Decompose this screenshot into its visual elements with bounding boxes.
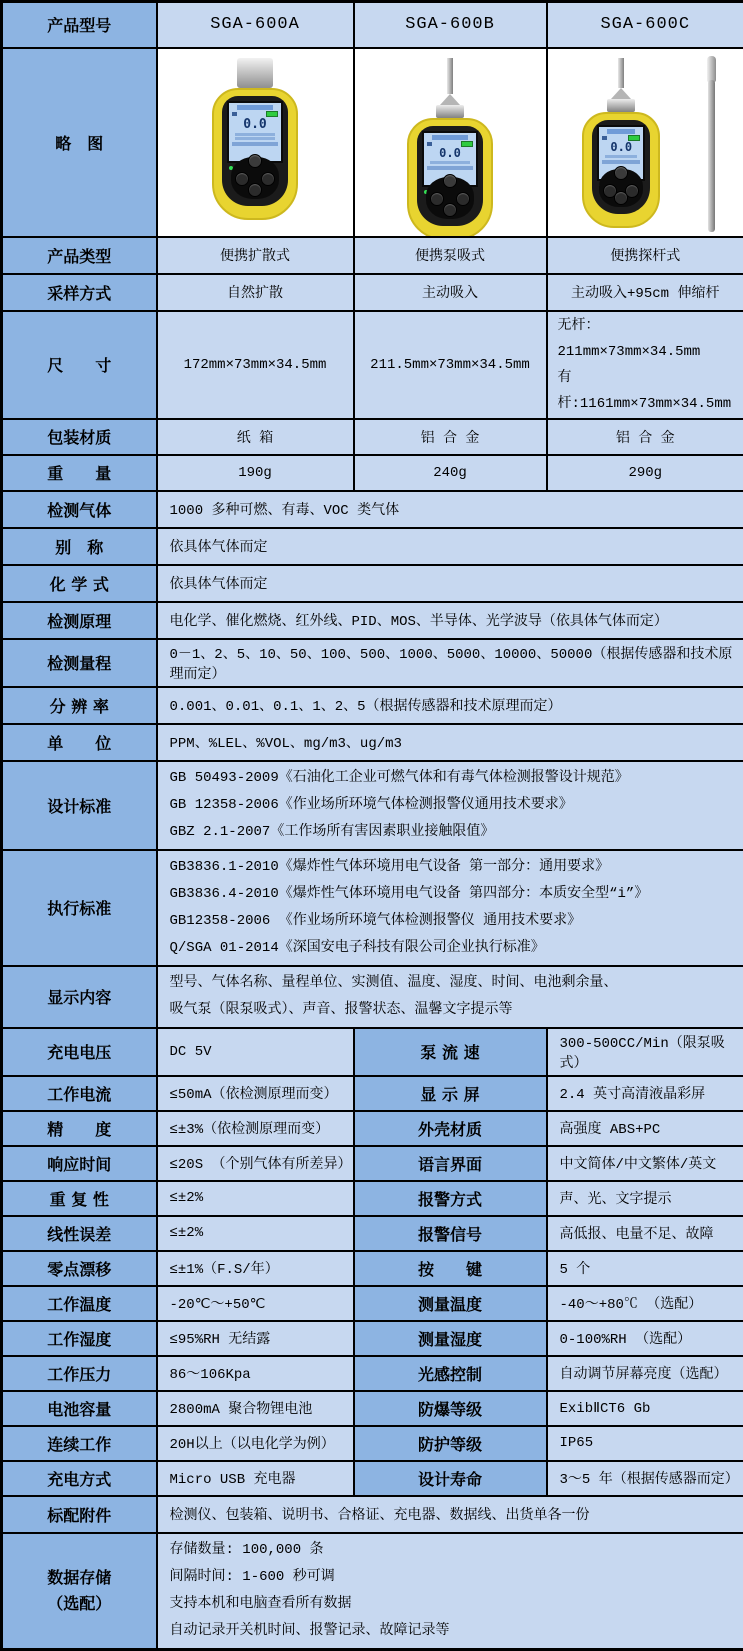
- row-data-storage: [2, 1533, 743, 1650]
- standard-line: GB12358-2006 《作业场所环境气体检测报警仪 通用技术要求》: [170, 908, 736, 935]
- device-body: [407, 118, 493, 237]
- row-label-line: 数据存储: [5, 1565, 154, 1591]
- row-sampling-method: [2, 274, 743, 311]
- row-label: 尺 寸: [2, 311, 157, 419]
- row-detect-gas: [2, 491, 743, 528]
- row-pair-repeatability: [2, 1181, 743, 1216]
- gas-reading: 0.0: [229, 117, 281, 132]
- cell-value: DC 5V: [157, 1028, 354, 1076]
- row-label: 检测量程: [2, 639, 157, 687]
- battery-icon: [266, 111, 278, 117]
- cell-value: ExibⅡCT6 Gb: [547, 1391, 743, 1426]
- cell-value: 便携扩散式: [157, 237, 354, 274]
- row-label: 按 键: [354, 1251, 547, 1286]
- gas-detector-device: [212, 58, 298, 220]
- row-label: 包装材质: [2, 419, 157, 455]
- row-label: 重 复 性: [2, 1181, 157, 1216]
- gas-reading: 0.0: [599, 141, 643, 154]
- row-units: [2, 724, 743, 761]
- lcd-title-bar: [607, 129, 635, 134]
- cell-value: 3～5 年（根据传感器而定）: [547, 1461, 743, 1496]
- cell-value: 1000 多种可燃、有毒、VOC 类气体: [157, 491, 743, 528]
- pump-probe-rod: [447, 58, 453, 94]
- menu-button: [443, 174, 457, 188]
- cell-value: 0-100%RH （选配）: [547, 1321, 743, 1356]
- storage-line: 存储数量: 100,000 条: [170, 1537, 736, 1564]
- battery-icon: [461, 141, 473, 147]
- standard-line: Q/SGA 01-2014《深国安电子科技有限公司企业执行标准》: [170, 935, 736, 962]
- row-label: 执行标准: [2, 850, 157, 966]
- row-label-line: （选配）: [5, 1591, 154, 1617]
- cell-value: 检测仪、包装箱、说明书、合格证、充电器、数据线、出货单各一份: [157, 1496, 743, 1533]
- lcd-info-row: [430, 161, 470, 164]
- cell-value: ≤±2%: [157, 1181, 354, 1216]
- standard-line: GB 50493-2009《石油化工企业可燃气体和有毒气体检测报警设计规范》: [170, 765, 736, 792]
- row-pair-linearity-error: [2, 1216, 743, 1251]
- storage-line: 间隔时间: 1-600 秒可调: [170, 1564, 736, 1591]
- row-label: 标配附件: [2, 1496, 157, 1533]
- row-label: 检测气体: [2, 491, 157, 528]
- standard-line: GBZ 2.1-2007《工作场所有害因素职业接触限值》: [170, 819, 736, 846]
- keypad: [426, 177, 474, 219]
- standard-line: GB3836.1-2010《爆炸性气体环境用电气设备 第一部分：通用要求》: [170, 854, 736, 881]
- cell-value: 电化学、催化燃烧、红外线、PID、MOS、半导体、光学波导（依具体气体而定）: [157, 602, 743, 639]
- pump-probe-collar: [607, 99, 635, 112]
- row-pair-working-pressure: [2, 1356, 743, 1391]
- cell-value: [547, 311, 743, 419]
- row-label: 分 辨 率: [2, 687, 157, 724]
- gas-detector-device: [407, 58, 493, 237]
- row-label: 设计寿命: [354, 1461, 547, 1496]
- lcd-time-bar: [232, 142, 278, 146]
- row-display-content: [2, 966, 743, 1028]
- cell-value: ≤±2%: [157, 1216, 354, 1251]
- model-name-sga-600a: SGA-600A: [157, 2, 354, 48]
- cell-value: -20℃～+50℃: [157, 1286, 354, 1321]
- row-pair-accuracy: [2, 1111, 743, 1146]
- cell-value: ≤95%RH 无结露: [157, 1321, 354, 1356]
- row-label: 线性误差: [2, 1216, 157, 1251]
- lcd-info-row: [605, 155, 637, 158]
- row-weight: [2, 455, 743, 491]
- right-button: [261, 172, 275, 186]
- row-pair-charge-voltage: [2, 1028, 743, 1076]
- device-body: [582, 112, 660, 228]
- cell-value: 240g: [354, 455, 547, 491]
- row-detect-principle: [2, 602, 743, 639]
- row-label: 产品类型: [2, 237, 157, 274]
- menu-button: [248, 154, 262, 168]
- row-dimensions: [2, 311, 743, 419]
- row-pair-working-temp: [2, 1286, 743, 1321]
- front-panel: [417, 126, 483, 226]
- row-label: 工作压力: [2, 1356, 157, 1391]
- left-button: [235, 172, 249, 186]
- standard-line: GB 12358-2006《作业场所环境气体检测报警仪通用技术要求》: [170, 792, 736, 819]
- row-label: 工作湿度: [2, 1321, 157, 1356]
- photo-cell-sga-600a: [157, 48, 354, 237]
- enter-button: [614, 191, 628, 205]
- cell-value: 2.4 英寸高清液晶彩屏: [547, 1076, 743, 1111]
- cell-value: 211.5mm×73mm×34.5mm: [354, 311, 547, 419]
- row-pair-working-current: [2, 1076, 743, 1111]
- model-name-sga-600b: SGA-600B: [354, 2, 547, 48]
- left-button: [430, 192, 444, 206]
- sensor-cap: [237, 58, 273, 88]
- row-chemical-formula: [2, 565, 743, 602]
- lcd-time-bar: [427, 166, 473, 170]
- cell-value: Micro USB 充电器: [157, 1461, 354, 1496]
- telescopic-rod: [708, 80, 715, 232]
- cell-value: 高强度 ABS+PC: [547, 1111, 743, 1146]
- row-label: 采样方式: [2, 274, 157, 311]
- row-label: 显示内容: [2, 966, 157, 1028]
- enter-button: [443, 203, 457, 217]
- row-label: 光感控制: [354, 1356, 547, 1391]
- cell-value: 自然扩散: [157, 274, 354, 311]
- display-line: 型号、气体名称、量程单位、实测值、温度、湿度、时间、电池剩余量、: [170, 970, 736, 997]
- photo-cell-sga-600c: [547, 48, 743, 237]
- speaker-icon: [232, 112, 237, 116]
- cell-value: [157, 850, 743, 966]
- row-label: 电池容量: [2, 1391, 157, 1426]
- row-label-product-model: 产品型号: [2, 2, 157, 48]
- cell-value: 声、光、文字提示: [547, 1181, 743, 1216]
- cell-value: IP65: [547, 1426, 743, 1461]
- enter-button: [248, 183, 262, 197]
- cell-value: [157, 966, 743, 1028]
- row-label: 测量温度: [354, 1286, 547, 1321]
- row-label: 设计标准: [2, 761, 157, 850]
- row-alias: [2, 528, 743, 565]
- row-label: 单 位: [2, 724, 157, 761]
- product-photo-sga-600c: [548, 50, 743, 235]
- row-packaging: [2, 419, 743, 455]
- cell-value: 20H以上（以电化学为例）: [157, 1426, 354, 1461]
- cell-value: ≤50mA（依检测原理而变）: [157, 1076, 354, 1111]
- row-label: 显 示 屏: [354, 1076, 547, 1111]
- row-label: 报警信号: [354, 1216, 547, 1251]
- lcd-title-bar: [432, 135, 468, 140]
- cell-value: 5 个: [547, 1251, 743, 1286]
- cell-value: 高低报、电量不足、故障: [547, 1216, 743, 1251]
- product-photo-sga-600a: [158, 50, 353, 235]
- cell-value: 290g: [547, 455, 743, 491]
- cell-value: 依具体气体而定: [157, 528, 743, 565]
- row-pair-charging-method: [2, 1461, 743, 1496]
- display-line: 吸气泵（限泵吸式）、声音、报警状态、温馨文字提示等: [170, 997, 736, 1024]
- model-name-sga-600c: SGA-600C: [547, 2, 743, 48]
- dimension-line: 有杆:1161mm×73mm×34.5mm: [558, 365, 743, 417]
- cell-value: PPM、%LEL、%VOL、mg/m3、ug/m3: [157, 724, 743, 761]
- keypad: [599, 169, 643, 207]
- cell-value: 依具体气体而定: [157, 565, 743, 602]
- cell-value: 主动吸入+95cm 伸缩杆: [547, 274, 743, 311]
- row-label: 连续工作: [2, 1426, 157, 1461]
- lcd-info-row: [235, 137, 275, 140]
- cell-value: 纸 箱: [157, 419, 354, 455]
- cell-value: 86～106Kpa: [157, 1356, 354, 1391]
- cell-value: [157, 1533, 743, 1650]
- cell-value: [157, 761, 743, 850]
- row-label: [2, 1533, 157, 1650]
- cell-value: 主动吸入: [354, 274, 547, 311]
- cell-value: -40～+80℃ （选配）: [547, 1286, 743, 1321]
- row-label: 语言界面: [354, 1146, 547, 1181]
- row-detect-range: [2, 639, 743, 687]
- pump-probe-collar: [436, 105, 464, 118]
- row-pair-continuous-work: [2, 1426, 743, 1461]
- row-standard-accessories: [2, 1496, 743, 1533]
- row-pair-response-time: [2, 1146, 743, 1181]
- product-photo-sga-600b: [355, 50, 546, 235]
- cell-value: 190g: [157, 455, 354, 491]
- row-label: 充电方式: [2, 1461, 157, 1496]
- row-pair-battery: [2, 1391, 743, 1426]
- row-label: 防爆等级: [354, 1391, 547, 1426]
- row-label: 泵 流 速: [354, 1028, 547, 1076]
- row-label: 报警方式: [354, 1181, 547, 1216]
- photo-cell-sga-600b: [354, 48, 547, 237]
- pump-probe-cone: [440, 94, 460, 105]
- row-pair-zero-drift: [2, 1251, 743, 1286]
- row-label: 外壳材质: [354, 1111, 547, 1146]
- front-panel: [222, 96, 288, 206]
- cell-value: 0－1、2、5、10、50、100、500、1000、5000、10000、50000（根据传感器和技术原理而定）: [157, 639, 743, 687]
- cell-value: 0.001、0.01、0.1、1、2、5（根据传感器和技术原理而定）: [157, 687, 743, 724]
- row-label: 响应时间: [2, 1146, 157, 1181]
- telescopic-rod-tip: [707, 56, 716, 82]
- keypad: [231, 157, 279, 199]
- storage-line: 自动记录开关机时间、报警记录、故障记录等: [170, 1618, 736, 1645]
- cell-value: ≤±1%（F.S/年）: [157, 1251, 354, 1286]
- cell-value: 铝 合 金: [547, 419, 743, 455]
- row-label: 别 称: [2, 528, 157, 565]
- standard-line: GB3836.4-2010《爆炸性气体环境用电气设备 第四部分：本质安全型“i”》: [170, 881, 736, 908]
- pump-probe-rod: [618, 58, 624, 88]
- row-label: 充电电压: [2, 1028, 157, 1076]
- row-label: 工作温度: [2, 1286, 157, 1321]
- cell-value: 便携探杆式: [547, 237, 743, 274]
- cell-value: 自动调节屏幕亮度（选配）: [547, 1356, 743, 1391]
- lcd-info-row: [235, 133, 275, 136]
- cell-value: ≤±3%（依检测原理而变）: [157, 1111, 354, 1146]
- row-label: 重 量: [2, 455, 157, 491]
- row-label: 零点漂移: [2, 1251, 157, 1286]
- gas-reading: 0.0: [424, 147, 476, 160]
- row-sketch: [2, 48, 743, 237]
- row-label-sketch: 略 图: [2, 48, 157, 237]
- row-resolution: [2, 687, 743, 724]
- cell-value: 中文简体/中文繁体/英文: [547, 1146, 743, 1181]
- dimension-line: 无杆：211mm×73mm×34.5mm: [558, 313, 743, 365]
- cell-value: 铝 合 金: [354, 419, 547, 455]
- row-label: 测量湿度: [354, 1321, 547, 1356]
- row-pair-working-humidity: [2, 1321, 743, 1356]
- row-label: 化 学 式: [2, 565, 157, 602]
- speaker-icon: [602, 136, 607, 140]
- gas-detector-device: [582, 58, 660, 228]
- cell-value: ≤20S （个别气体有所差异）: [157, 1146, 354, 1181]
- lcd-title-bar: [237, 105, 273, 110]
- cell-value: 172mm×73mm×34.5mm: [157, 311, 354, 419]
- menu-button: [614, 166, 628, 180]
- row-product-model: [2, 2, 743, 48]
- speaker-icon: [427, 142, 432, 146]
- cell-value: 2800mA 聚合物锂电池: [157, 1391, 354, 1426]
- pump-probe-cone: [611, 88, 631, 99]
- device-body: [212, 88, 298, 220]
- cell-value: 便携泵吸式: [354, 237, 547, 274]
- front-panel: [592, 120, 650, 214]
- row-label: 精 度: [2, 1111, 157, 1146]
- row-product-type: [2, 237, 743, 274]
- row-executive-standards: [2, 850, 743, 966]
- row-label: 工作电流: [2, 1076, 157, 1111]
- row-design-standards: [2, 761, 743, 850]
- lcd-time-bar: [602, 160, 640, 164]
- storage-line: 支持本机和电脑查看所有数据: [170, 1591, 736, 1618]
- row-label: 检测原理: [2, 602, 157, 639]
- cell-value: 300-500CC/Min（限泵吸式）: [547, 1028, 743, 1076]
- right-button: [456, 192, 470, 206]
- row-label: 防护等级: [354, 1426, 547, 1461]
